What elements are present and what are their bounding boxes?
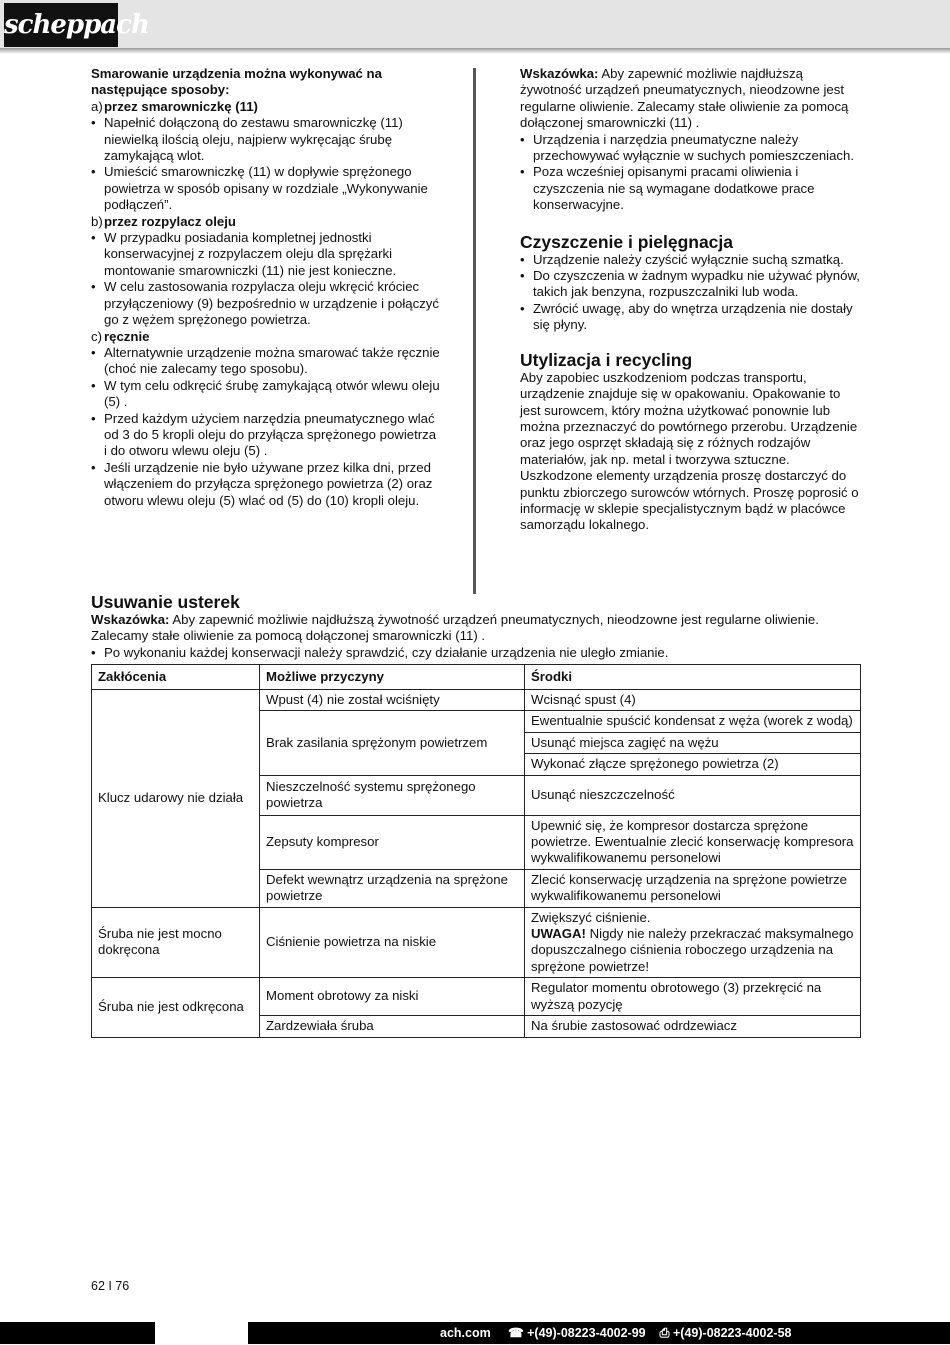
remedy-cell: Usunąć miejsca zagięć na wężu <box>525 732 861 753</box>
recycling-heading: Utylizacja i recycling <box>520 349 693 370</box>
troubleshooting-heading: Usuwanie usterek <box>91 592 240 612</box>
list-item: • Po wykonaniu każdej konserwacji należy sprawdzić, czy działanie urządzenia nie uległo zmianie. <box>91 645 860 661</box>
maintenance-list <box>520 132 860 214</box>
footer-contact <box>440 1325 792 1341</box>
right-column <box>520 66 860 534</box>
header-shadow <box>0 48 950 54</box>
list-item: • Alternatywnie urządzenie można smarować także ręcznie (choć nie zalecamy tego sposobu). <box>91 345 441 378</box>
list-item: • Urządzenia i narzędzia pneumatyczne należy przechowywać wyłącznie w suchych pomieszczeniach. <box>520 132 860 165</box>
method-b-title: przez rozpylacz oleju <box>104 213 236 229</box>
remedy-cell: Ewentualnie spuścić kondensat z węża (worek z wodą) <box>525 711 861 732</box>
method-c-list <box>91 345 441 509</box>
column-header: Zakłócenia <box>92 665 260 690</box>
column-header: Środki <box>525 665 861 690</box>
cause-cell: Zepsuty kompresor <box>260 815 525 869</box>
footer-gap <box>155 1322 248 1344</box>
table-header-row <box>92 665 861 690</box>
cause-cell: Ciśnienie powietrza na niskie <box>260 907 525 978</box>
note-label: Wskazówka: <box>91 612 170 627</box>
lubrication-intro: Smarowanie urządzenia można wykonywać na następujące sposoby: <box>91 66 382 98</box>
maintenance-note <box>520 66 860 132</box>
note-label: Wskazówka: <box>520 66 599 81</box>
cause-cell: Moment obrotowy za niski <box>260 978 525 1016</box>
troubleshooting-note <box>91 612 860 645</box>
method-c-title: ręcznie <box>104 328 150 344</box>
list-item: • W przypadku posiadania kompletnej jednostki konserwacyjnej z rozpylaczem oleju dla sprężarki montowanie smarowniczki (11) nie jest konieczne. <box>91 230 441 279</box>
fault-cell: Śruba nie jest mocno dokręcona <box>92 907 260 978</box>
method-c-label: c) <box>91 328 102 344</box>
fault-cell: Klucz udarowy nie działa <box>92 690 260 908</box>
list-item: • Urządzenie należy czyścić wyłącznie suchą szmatką. <box>520 252 860 268</box>
list-item: • Jeśli urządzenie nie było używane przez kilka dni, przed włączeniem do przyłącza sprężonego powietrza (2) oraz otworu wlewu oleju (5) wlać od (5) do (10) kropli oleju. <box>91 460 441 509</box>
recycling-text: Aby zapobiec uszkodzeniom podczas transportu, urządzenie znajduje się w opakowaniu. Opakowanie to jest surowcem, który można użytkować ponownie lub można przeznaczyć do powtórnego przerobu. Urządzenie oraz jego osprzęt składają się z różnych rodzajów materiałów, jak np. metal i tworzywa sztuczne. Uszkodzone elementy urządzenia proszę dostarczyć do punktu zbiorczego surowców wtórnych. Proszę poprosić o informację w sklepie specjalistycznym bądź w placówce samorządu lokalnego. <box>520 369 859 533</box>
left-column <box>91 66 441 509</box>
remedy-cell: Wykonać złącze sprężonego powietrza (2) <box>525 754 861 775</box>
note-text: Aby zapewnić możliwie najdłuższą żywotność urządzeń pneumatycznych, nieodzowne jest regularne oliwienie. Zalecamy stałe oliwienie za pomocą dołączonej smarowniczki (11) . <box>91 612 819 644</box>
method-a-heading <box>91 99 441 115</box>
method-b-label: b) <box>91 213 103 229</box>
method-b-heading <box>91 214 441 230</box>
troubleshooting-section <box>91 592 860 661</box>
page-number: 62 I 76 <box>91 1279 130 1293</box>
remedy-cell: Regulator momentu obrotowego (3) przekręcić na wyższą pozycję <box>525 978 861 1016</box>
remedy-cell <box>525 907 861 978</box>
column-divider <box>473 68 476 594</box>
warning-text: Nigdy nie należy przekraczać maksymalnego dopuszczalnego ciśnienia roboczego urządzenia na sprężone powietrze! <box>531 926 854 974</box>
list-item: • Przed każdym użyciem narzędzia pneumatycznego wlać od 3 do 5 kropli oleju do przyłącza sprężonego powietrza i do otworu wlewu oleju (5) . <box>91 411 441 460</box>
remedy-cell: Na śrubie zastosować odrdzewiacz <box>525 1016 861 1037</box>
remedy-text: Zwiększyć ciśnienie. <box>531 909 651 925</box>
troubleshooting-list <box>91 645 860 661</box>
list-item: • W celu zastosowania rozpylacza oleju wkręcić króciec przyłączeniowy (9) bezpośrednio w urządzenie i połączyć go z wężem sprężonego powietrza. <box>91 279 441 328</box>
method-b-list <box>91 230 441 328</box>
note-text: Aby zapewnić możliwie najdłuższą żywotność urządzeń pneumatycznych, nieodzowne jest regularne oliwienie. Zalecamy stałe oliwienie za pomocą dołączonej smarowniczki (11) . <box>520 66 849 131</box>
fault-cell: Śruba nie jest odkręcona <box>92 978 260 1037</box>
cause-cell: Wpust (4) nie został wciśnięty <box>260 690 525 711</box>
list-item: • W tym celu odkręcić śrubę zamykającą otwór wlewu oleju (5) . <box>91 378 441 411</box>
troubleshooting-table <box>91 664 861 1038</box>
cleaning-list <box>520 252 860 334</box>
remedy-cell: Usunąć nieszczczelność <box>525 775 861 815</box>
remedy-cell: Wcisnąć spust (4) <box>525 690 861 711</box>
list-item: • Napełnić dołączoną do zestawu smarowniczkę (11) niewielką ilością oleju, najpierw wykręcając śrubę zamykającą wlot. <box>91 115 441 164</box>
cause-cell: Defekt wewnątrz urządzenia na sprężone powietrze <box>260 869 525 907</box>
cause-cell: Nieszczelność systemu sprężonego powietrza <box>260 775 525 815</box>
cause-cell: Brak zasilania sprężonym powietrzem <box>260 711 525 775</box>
list-item: • Poza wcześniej opisanymi pracami oliwienia i czyszczenia nie są wymagane dodatkowe prace konserwacyjne. <box>520 164 860 213</box>
scheppach-logo: scheppach <box>4 3 118 47</box>
remedy-cell: Zlecić konserwację urządzenia na sprężone powietrze wykwalifikowanemu personelowi <box>525 869 861 907</box>
list-item: • Umieścić smarowniczkę (11) w dopływie sprężonego powietrza w sposób opisany w rozdziale „Wykonywanie podłączeń”. <box>91 164 441 213</box>
cleaning-heading: Czyszczenie i pielęgnacja <box>520 231 734 252</box>
method-a-label: a) <box>91 98 103 114</box>
warning-label: UWAGA! <box>531 926 586 942</box>
footer-website: ach.com <box>440 1326 491 1340</box>
table-row <box>92 690 861 711</box>
method-c-heading <box>91 329 441 345</box>
table-row <box>92 978 861 1016</box>
method-a-list <box>91 115 441 213</box>
list-item: • Do czyszczenia w żadnym wypadku nie używać płynów, takich jak benzyna, rozpuszczalniki lub woda. <box>520 268 860 301</box>
list-item: • Zwrócić uwagę, aby do wnętrza urządzenia nie dostały się płyny. <box>520 301 860 334</box>
method-a-title: przez smarowniczkę (11) <box>104 98 258 114</box>
footer-fax: ⎙ +(49)-08223-4002-58 <box>659 1326 792 1340</box>
footer-phone: ☎ +(49)-08223-4002-99 <box>508 1326 646 1340</box>
column-header: Możliwe przyczyny <box>260 665 525 690</box>
remedy-cell: Upewnić się, że kompresor dostarcza sprężone powietrze. Ewentualnie zlecić konserwację kompresora wykwalifikowanemu personelowi <box>525 815 861 869</box>
cause-cell: Zardzewiała śruba <box>260 1016 525 1037</box>
table-row <box>92 907 861 978</box>
